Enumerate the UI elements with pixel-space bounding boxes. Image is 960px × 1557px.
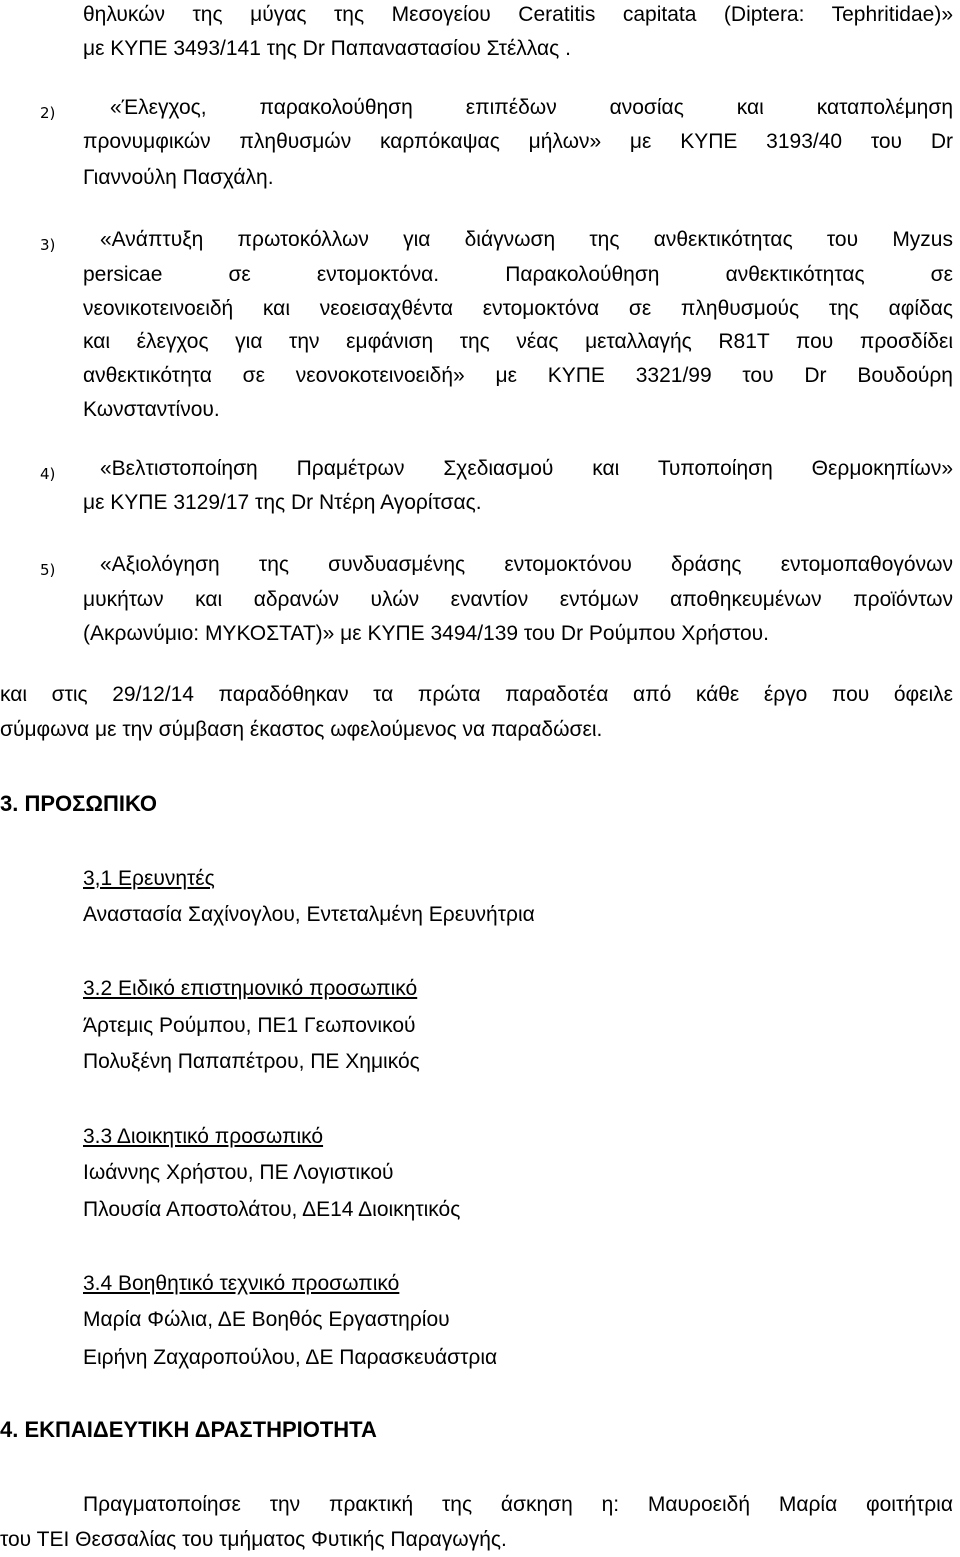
section3-heading: 3. ΠΡΟΣΩΠΙΚΟ xyxy=(0,791,157,816)
closing-line2: σύμφωνα με την σύμβαση έκαστος ωφελούμενος να παραδώσει. xyxy=(0,718,603,741)
item4-line2: με ΚΥΠΕ 3129/17 της Dr Ντέρη Αγορίτσας. xyxy=(83,491,482,514)
item4-number: 4) xyxy=(40,465,56,483)
item1-line1: θηλυκών της μύγας της Μεσογείου Ceratitis capitata (Diptera: Tephritidae)» xyxy=(83,3,953,26)
item2-line2: προνυμφικών πληθυσμών καρπόκαψας μήλων» με ΚΥΠΕ 3193/40 του Dr xyxy=(83,130,953,153)
section4-line1: Πραγματοποίησε την πρακτική της άσκηση η: Μαυροειδή Μαρία φοιτήτρια xyxy=(83,1493,953,1516)
item3-line5: ανθεκτικότητα σε νεονοκοτεινοειδή» με ΚΥΠΕ 3321/99 του Dr Βουδούρη xyxy=(83,364,953,387)
specialized-person-2: Πολυξένη Παπαπέτρου, ΠΕ Χημικός xyxy=(83,1050,420,1073)
item5-line3: (Ακρωνύμιο: ΜΥΚΟΣΤΑΤ)» με ΚΥΠΕ 3494/139 του Dr Ρούμπου Χρήστου. xyxy=(83,622,769,645)
administrative-person-2: Πλουσία Αποστολάτου, ΔΕ14 Διοικητικός xyxy=(83,1198,461,1221)
item4-line1: «Βελτιστοποίηση Πραμέτρων Σχεδιασμού και Τυποποίηση Θερμοκηπίων» xyxy=(100,457,953,480)
item1-line2: με ΚΥΠΕ 3493/141 της Dr Παπαναστασίου Στέλλας . xyxy=(83,37,571,60)
section4-line2: του ΤΕΙ Θεσσαλίας του τμήματος Φυτικής Παραγωγής. xyxy=(0,1528,507,1551)
item3-line3: νεονικοτεινοειδή και νεοεισαχθέντα εντομοκτόνα σε πληθυσμούς της αφίδας xyxy=(83,297,953,320)
item3-number: 3) xyxy=(40,236,56,254)
technical-title: 3.4 Βοηθητικό τεχνικό προσωπικό xyxy=(83,1272,400,1295)
item3-line1: «Ανάπτυξη πρωτοκόλλων για διάγνωση της ανθεκτικότητας του Myzus xyxy=(100,228,953,251)
technical-person-2: Ειρήνη Ζαχαροπούλου, ΔΕ Παρασκευάστρια xyxy=(83,1346,498,1369)
administrative-person-1: Ιωάννης Χρήστου, ΠΕ Λογιστικού xyxy=(83,1161,394,1184)
item2-number: 2) xyxy=(40,104,56,122)
item2-line1: «Έλεγχος, παρακολούθηση επιπέδων ανοσίας και καταπολέμηση xyxy=(110,96,953,119)
item3-line4: και έλεγχος για την εμφάνιση της νέας μεταλλαγής R81T που προσδίδει xyxy=(83,330,953,353)
researcher-1: Αναστασία Σαχίνογλου, Εντεταλμένη Ερευνήτρια xyxy=(83,903,535,926)
item5-line1: «Αξιολόγηση της συνδυασμένης εντομοκτόνου δράσης εντομοπαθογόνων xyxy=(100,553,953,576)
section4-heading: 4. ΕΚΠΑΙΔΕΥΤΙΚΗ ΔΡΑΣΤΗΡΙΟΤΗΤΑ xyxy=(0,1417,377,1442)
item3-line6: Κωνσταντίνου. xyxy=(83,398,220,421)
administrative-title: 3.3 Διοικητικό προσωπικό xyxy=(83,1125,324,1148)
closing-line1: και στις 29/12/14 παραδόθηκαν τα πρώτα παραδοτέα από κάθε έργο που όφειλε xyxy=(0,683,953,706)
specialized-title: 3.2 Ειδικό επιστημονικό προσωπικό xyxy=(83,977,418,1000)
item3-line2: persicae σε εντομοκτόνα. Παρακολούθηση ανθεκτικότητας σε xyxy=(83,263,953,286)
item5-line2: μυκήτων και αδρανών υλών εναντίον εντόμων αποθηκευμένων προϊόντων xyxy=(83,588,953,611)
specialized-person-1: Άρτεμις Ρούμπου, ΠΕ1 Γεωπονικού xyxy=(83,1014,416,1037)
item2-line3: Γιαννούλη Πασχάλη. xyxy=(83,166,274,189)
technical-person-1: Μαρία Φώλια, ΔΕ Βοηθός Εργαστηρίου xyxy=(83,1308,450,1331)
item5-number: 5) xyxy=(40,561,56,579)
researchers-title: 3,1 Ερευνητές xyxy=(83,867,215,890)
